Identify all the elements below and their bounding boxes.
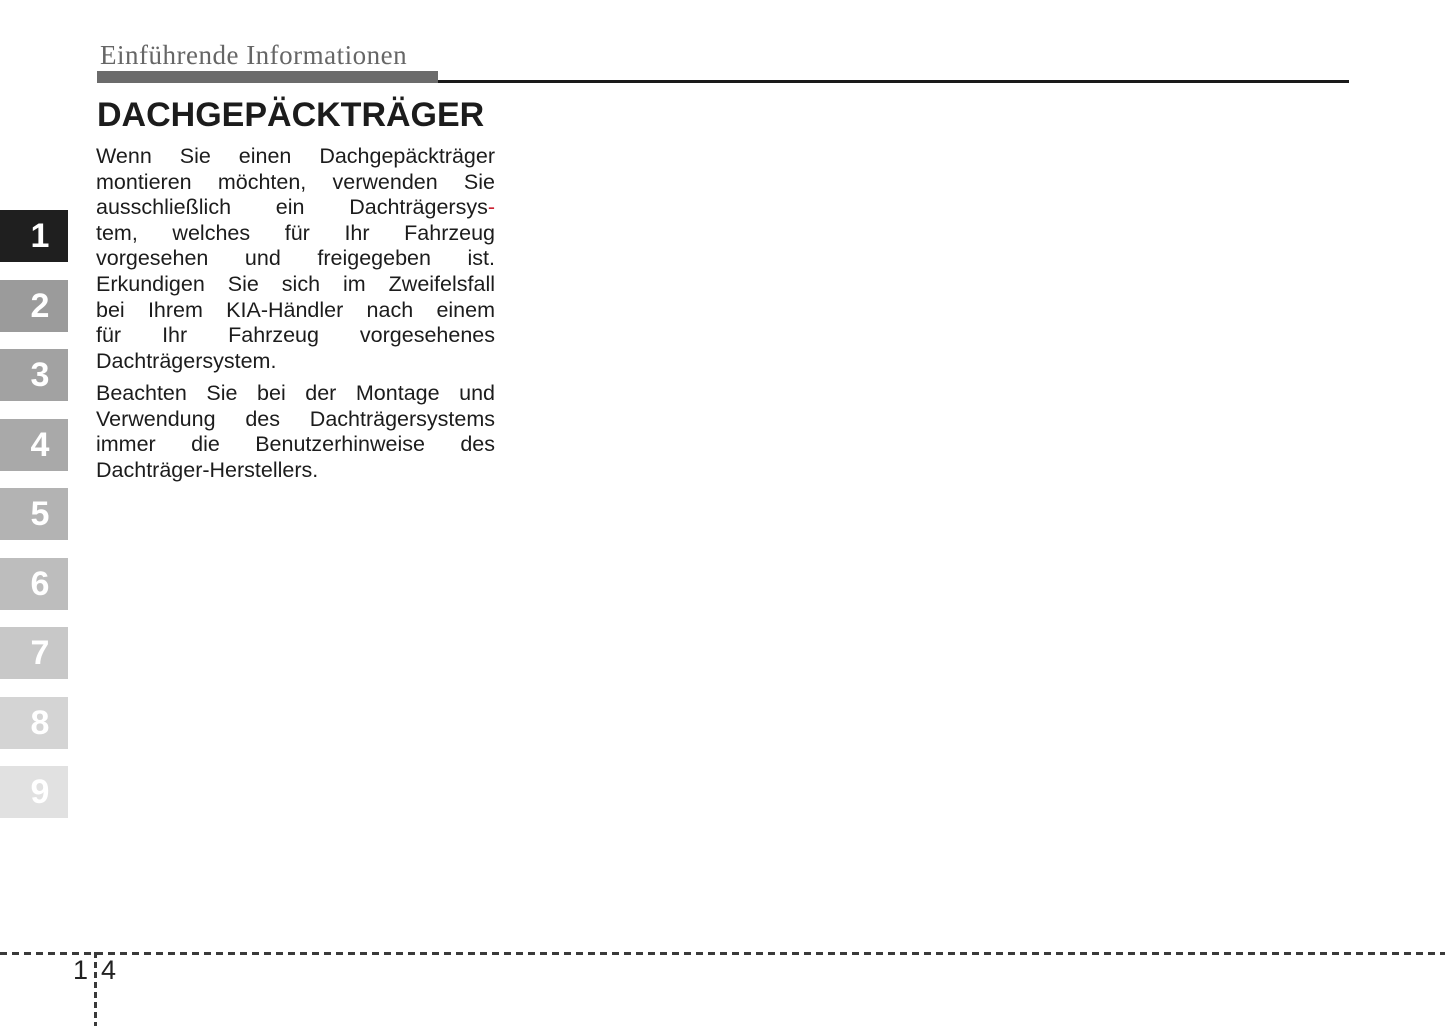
footer-chapter-number: 1 [72,955,88,985]
chapter-tab-5: 5 [0,488,68,540]
text-line: Dachträger-Herstellers. [96,457,319,482]
chapter-tab-3: 3 [0,349,68,401]
paragraph-roof-rack-intro [96,144,495,374]
text-line: Erkundigen Sie sich im Zweifelsfall [96,271,495,296]
chapter-tab-4: 4 [0,419,68,471]
text-line: Wenn Sie einen Dachgepäckträger [96,144,495,168]
text-line: Beachten Sie bei der Montage und [96,381,495,405]
paragraph-roof-rack-usage [96,381,495,483]
text-line: für Ihr Fahrzeug vorgesehenes [96,323,495,348]
chapter-tab-strip [0,210,68,818]
header-underline-bar [97,71,438,83]
chapter-tab-1: 1 [0,210,68,262]
footer-dashed-rule [0,952,1445,955]
text-line: Dachträgersystem. [96,348,277,373]
footer-dashed-divider [94,952,97,1026]
text-line: Verwendung des Dachträgersystems [96,406,495,431]
text-line: immer die Benutzerhinweise des [96,432,495,457]
text-line-with-hyphen [96,195,495,221]
chapter-tab-2: 2 [0,280,68,332]
section-header-title: Einführende Informationen [100,40,408,70]
chapter-tab-8: 8 [0,697,68,749]
chapter-tab-7: 7 [0,627,68,679]
text-line-fragment: ausschließlich ein Dachträgersys [96,195,488,220]
chapter-tab-9: 9 [0,766,68,818]
footer-page-number: 4 [101,955,117,985]
text-line: vorgesehen und freigegeben ist. [96,246,495,271]
text-line: montieren möchten, verwenden Sie [96,169,495,194]
red-line-break-hyphen: - [487,195,495,220]
text-line: bei Ihrem KIA-Händler nach einem [96,297,495,322]
page-title: DACHGEPÄCKTRÄGER [97,96,485,134]
text-line: tem, welches für Ihr Fahrzeug [96,220,495,245]
chapter-tab-6: 6 [0,558,68,610]
